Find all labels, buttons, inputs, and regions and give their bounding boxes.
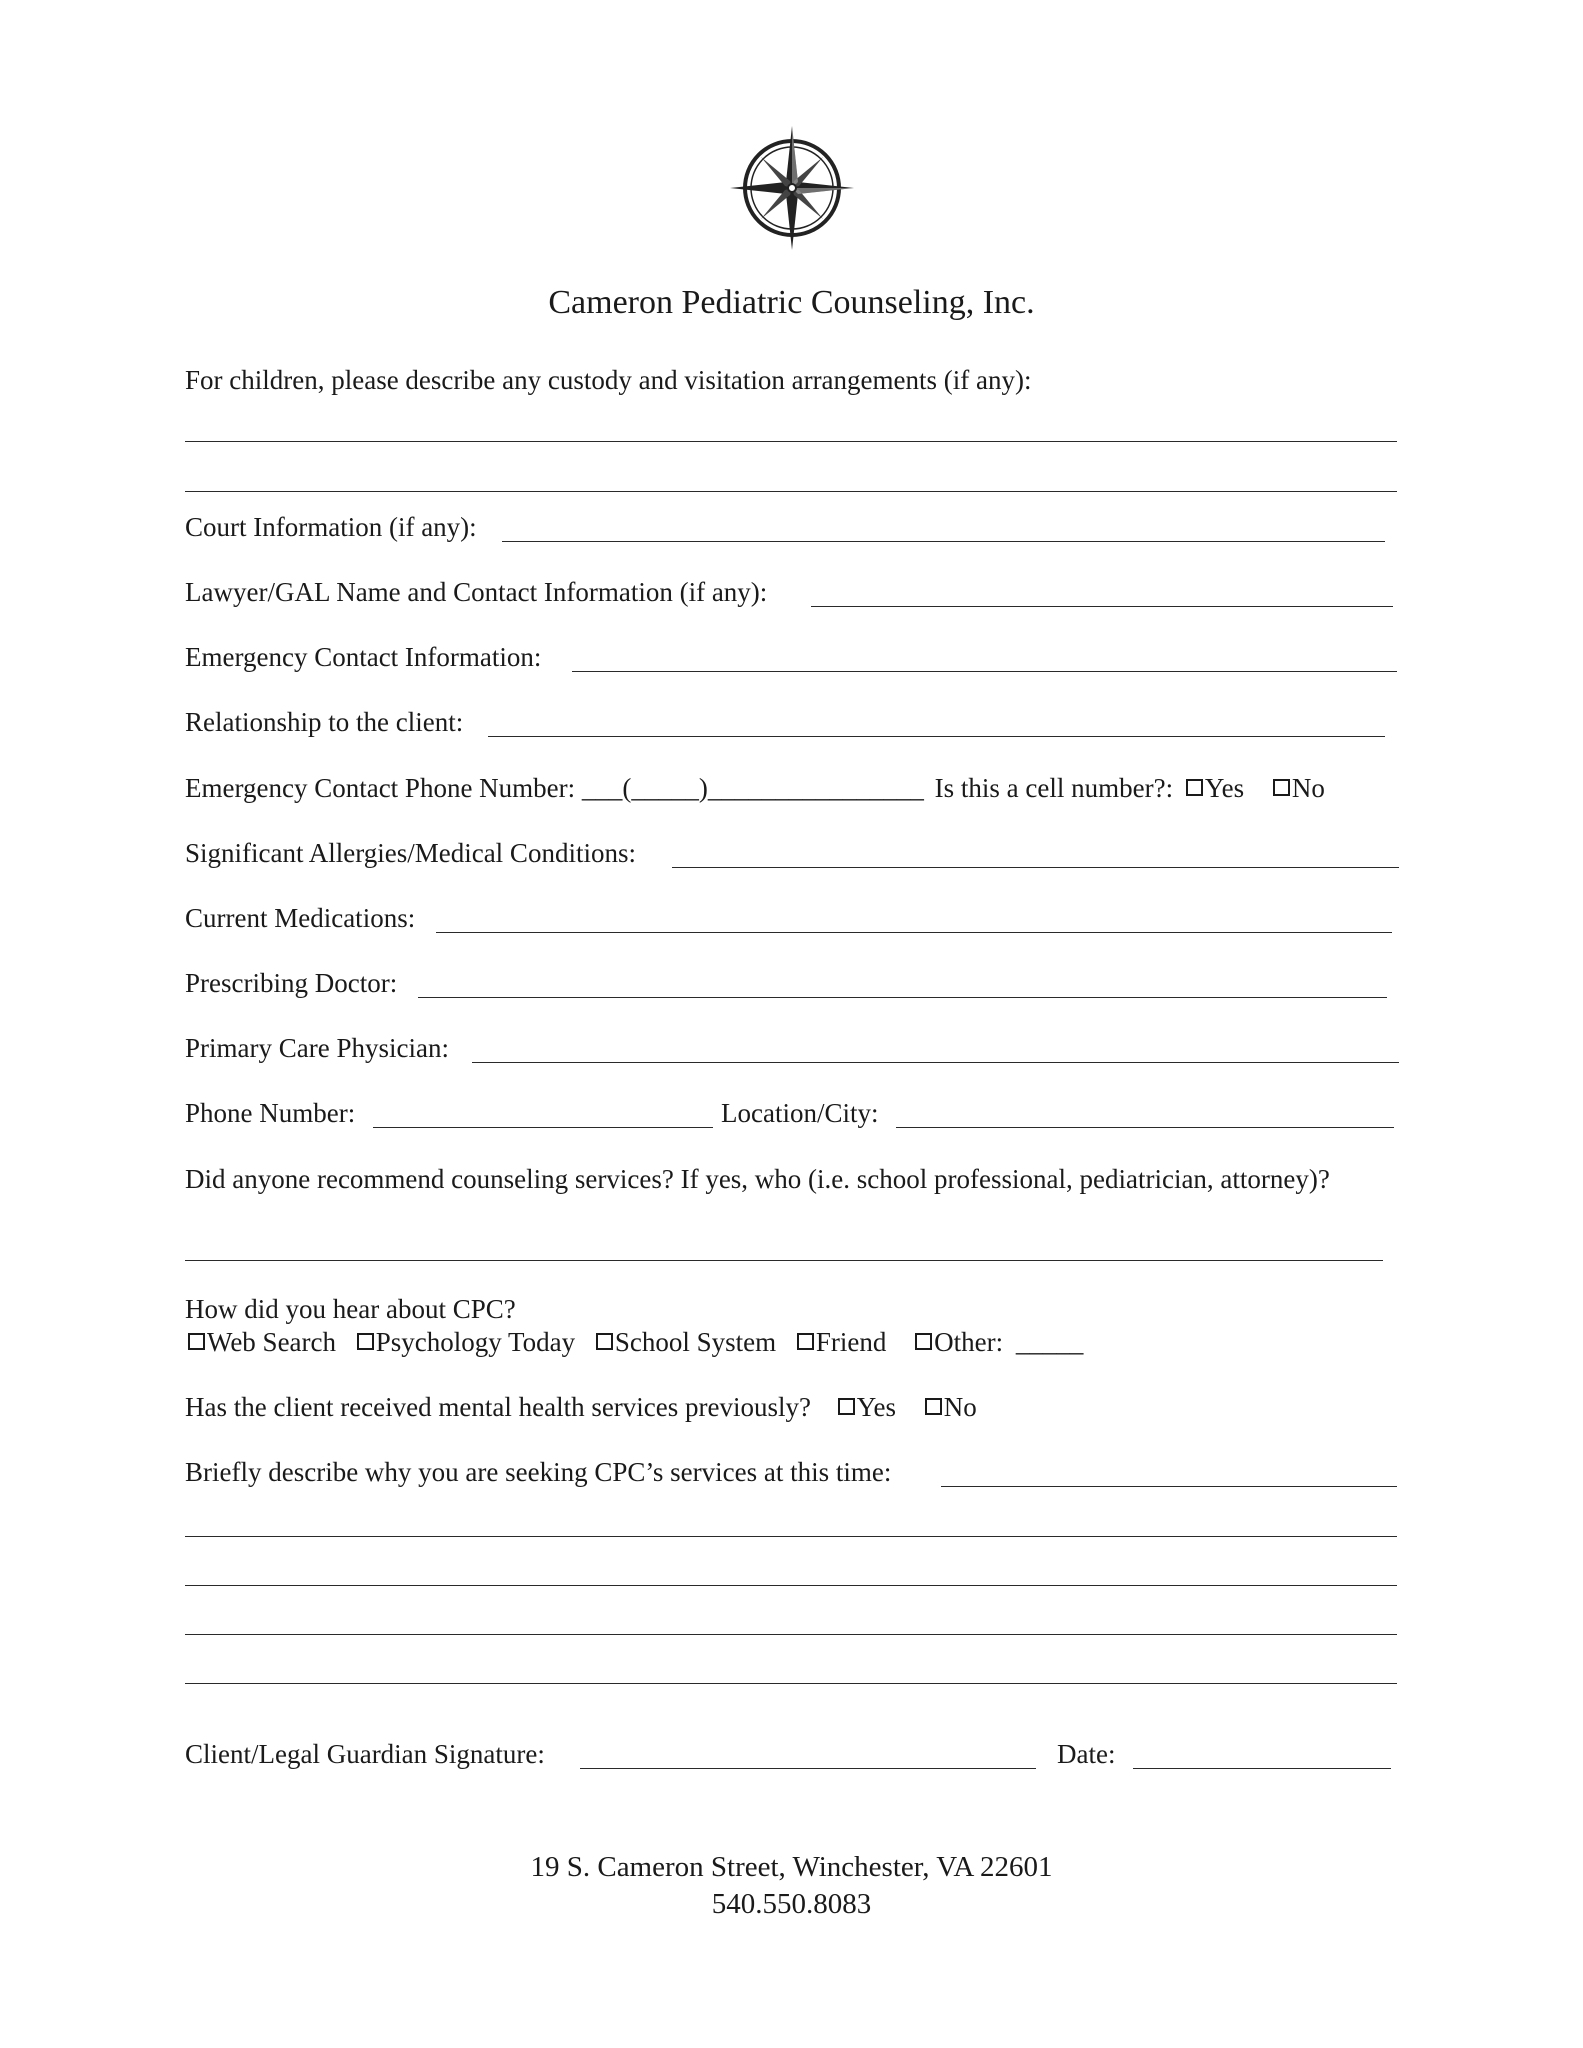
date-answer-line[interactable] [1133, 1768, 1391, 1769]
allergies-label: Significant Allergies/Medical Conditions: [185, 838, 636, 868]
org-name: Cameron Pediatric Counseling, Inc. [548, 284, 1035, 321]
recommend-label: Did anyone recommend counseling services? If yes, who (i.e. school professional, pediatrician, attorney)? [185, 1164, 1330, 1194]
pcp-answer-line[interactable] [472, 1062, 1399, 1063]
relationship-answer-line[interactable] [488, 736, 1385, 737]
medications-label: Current Medications: [185, 903, 416, 933]
hear-option-other[interactable]: Other: [915, 1326, 1003, 1358]
custody-label: For children, please describe any custody and visitation arrangements (if any): [185, 365, 1032, 395]
emergency-phone-row [185, 772, 1325, 804]
cell-yes-option[interactable]: Yes [1186, 772, 1244, 804]
emergency-contact-label: Emergency Contact Information: [185, 642, 542, 672]
medications-answer-line[interactable] [436, 932, 1392, 933]
location-answer-line[interactable] [896, 1127, 1394, 1128]
checkbox[interactable] [915, 1333, 932, 1350]
footer-phone: 540.550.8083 [711, 1888, 872, 1920]
hear-option-web-search[interactable]: Web Search [188, 1326, 336, 1358]
signature-label: Client/Legal Guardian Signature: [185, 1739, 545, 1769]
emergency-phone-label: Emergency Contact Phone Number: [185, 773, 576, 803]
hear-options-row [188, 1326, 1083, 1358]
cell-question: Is this a cell number?: [934, 773, 1174, 803]
emergency-phone-field[interactable]: ___(_____)________________ [581, 773, 924, 803]
reason-answer-line-1[interactable] [941, 1486, 1397, 1487]
custody-answer-line-1[interactable] [185, 441, 1397, 442]
prior-services-label: Has the client received mental health services previously? [185, 1392, 811, 1422]
other-blank[interactable]: _____ [1015, 1327, 1084, 1357]
cell-no-option[interactable]: No [1273, 772, 1325, 804]
court-label: Court Information (if any): [185, 512, 477, 542]
phone-number-label: Phone Number: [185, 1098, 356, 1128]
pcp-label: Primary Care Physician: [185, 1033, 449, 1063]
allergies-answer-line[interactable] [672, 867, 1399, 868]
lawyer-label: Lawyer/GAL Name and Contact Information (if any): [185, 577, 768, 607]
reason-answer-line-2[interactable] [185, 1536, 1397, 1537]
emergency-contact-answer-line[interactable] [572, 671, 1397, 672]
lawyer-answer-line[interactable] [811, 606, 1393, 607]
hear-label: How did you hear about CPC? [185, 1294, 516, 1324]
prior-no-option[interactable]: No [925, 1391, 977, 1423]
checkbox[interactable] [1186, 779, 1203, 796]
prior-services-row [185, 1391, 977, 1423]
date-label: Date: [1057, 1739, 1116, 1769]
reason-answer-line-3[interactable] [185, 1585, 1397, 1586]
compass-rose-icon [728, 124, 856, 252]
signature-answer-line[interactable] [580, 1768, 1036, 1769]
reason-answer-line-4[interactable] [185, 1634, 1397, 1635]
relationship-label: Relationship to the client: [185, 707, 464, 737]
footer-address: 19 S. Cameron Street, Winchester, VA 22601 [530, 1851, 1053, 1883]
prior-yes-option[interactable]: Yes [838, 1391, 896, 1423]
location-label: Location/City: [721, 1098, 879, 1128]
phone-number-answer-line[interactable] [373, 1127, 713, 1128]
checkbox[interactable] [925, 1398, 942, 1415]
recommend-answer-line[interactable] [185, 1260, 1383, 1261]
checkbox[interactable] [1273, 779, 1290, 796]
prescribing-label: Prescribing Doctor: [185, 968, 398, 998]
prescribing-answer-line[interactable] [418, 997, 1387, 998]
reason-answer-line-5[interactable] [185, 1683, 1397, 1684]
checkbox[interactable] [838, 1398, 855, 1415]
hear-option-psychology-today[interactable]: Psychology Today [357, 1326, 575, 1358]
checkbox[interactable] [188, 1333, 205, 1350]
court-answer-line[interactable] [502, 541, 1385, 542]
hear-option-school-system[interactable]: School System [596, 1326, 776, 1358]
reason-label: Briefly describe why you are seeking CPC’s services at this time: [185, 1457, 892, 1487]
custody-answer-line-2[interactable] [185, 491, 1397, 492]
checkbox[interactable] [596, 1333, 613, 1350]
checkbox[interactable] [797, 1333, 814, 1350]
checkbox[interactable] [357, 1333, 374, 1350]
hear-option-friend[interactable]: Friend [797, 1326, 887, 1358]
